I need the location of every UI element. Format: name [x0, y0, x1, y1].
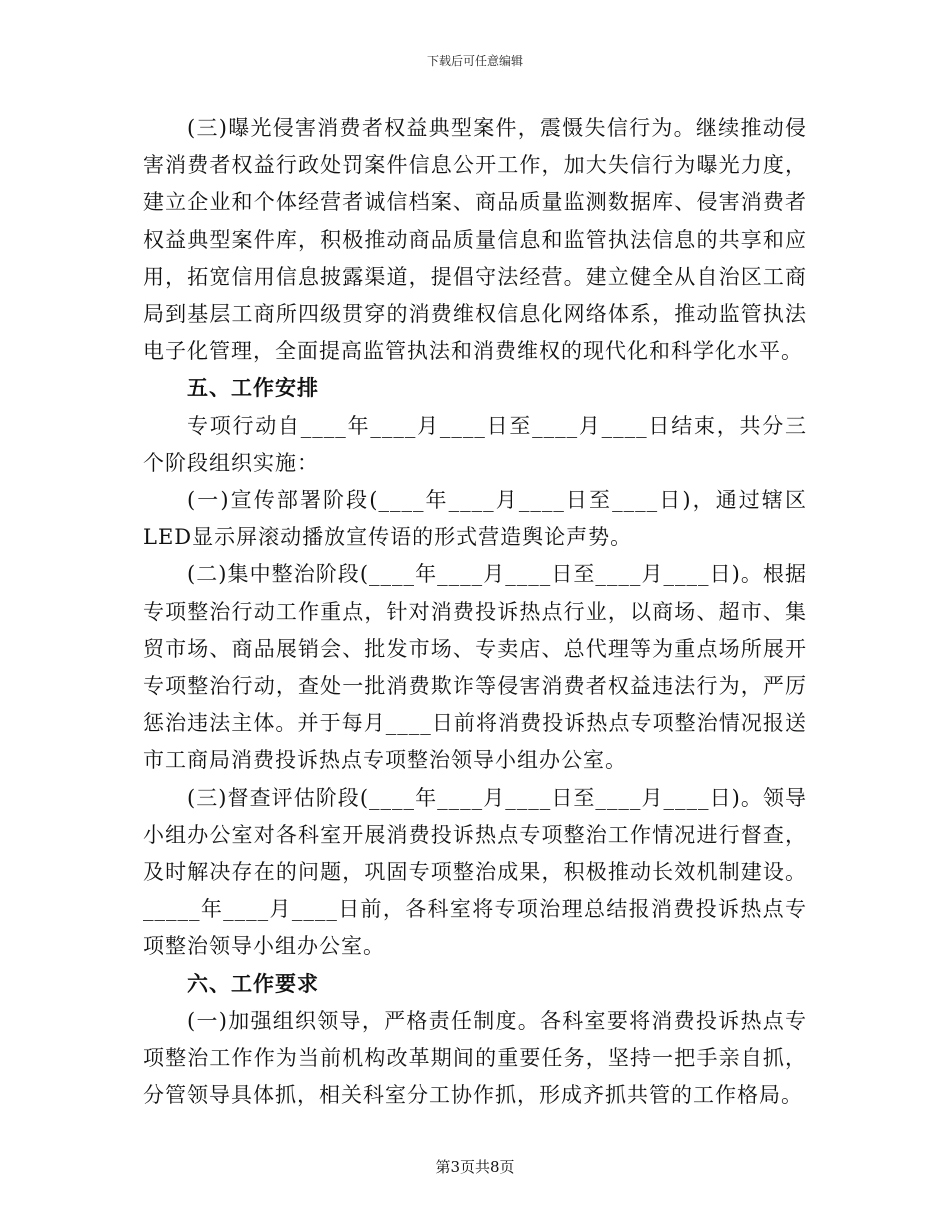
paragraph-leadership: (一)加强组织领导，严格责任制度。各科室要将消费投诉热点专项整治工作作为当前机构改革期间的重要任务，坚持一把手亲自抓，分管领导具体抓，相关科室分工协作抓，形成齐抓共管的工作格局。	[143, 1008, 807, 1108]
page-footer: 第3页共8页	[435, 1158, 515, 1176]
document-body	[143, 110, 807, 1114]
paragraph-phase-publicity: (一)宣传部署阶段(____年____月____日至____日)，通过辖区LED显示屏滚动播放宣传语的形式营造舆论声势。	[143, 488, 807, 550]
paragraph-schedule-intro: 专项行动自____年____月____日至____月____日结束，共分三个阶段组织实施：	[143, 413, 807, 475]
section-heading-work-arrangement: 五、工作安排	[187, 376, 319, 401]
paragraph-exposure: (三)曝光侵害消费者权益典型案件，震慑失信行为。继续推动侵害消费者权益行政处罚案件信息公开工作，加大失信行为曝光力度，建立企业和个体经营者诚信档案、商品质量监测数据库、侵害消费者权益典型案件库，积极推动商品质量信息和监管执法信息的共享和应用，拓宽信用信息披露渠道，提倡守法经营。建立健全从自治区工商局到基层工商所四级贯穿的消费维权信息化网络体系，推动监管执法电子化管理，全面提高监管执法和消费维权的现代化和科学化水平。	[143, 116, 807, 364]
page-header: 下载后可任意编辑	[426, 54, 523, 68]
paragraph-phase-inspection: (三)督查评估阶段(____年____月____日至____月____日)。领导小组办公室对各科室开展消费投诉热点专项整治工作情况进行督查，及时解决存在的问题，巩固专项整治成果，积极推动长效机制建设。_____年____月____日前，各科室将专项治理总结报消费投诉热点专项整治领导小组办公室。	[143, 785, 807, 959]
section-heading-work-requirements: 六、工作要求	[187, 971, 319, 996]
paragraph-phase-rectification: (二)集中整治阶段(____年____月____日至____月____日)。根据专项整治行动工作重点，针对消费投诉热点行业，以商场、超市、集贸市场、商品展销会、批发市场、专卖店、总代理等为重点场所展开专项整治行动，查处一批消费欺诈等侵害消费者权益违法行为，严厉惩治违法主体。并于每月____日前将消费投诉热点专项整治情况报送市工商局消费投诉热点专项整治领导小组办公室。	[143, 562, 807, 773]
